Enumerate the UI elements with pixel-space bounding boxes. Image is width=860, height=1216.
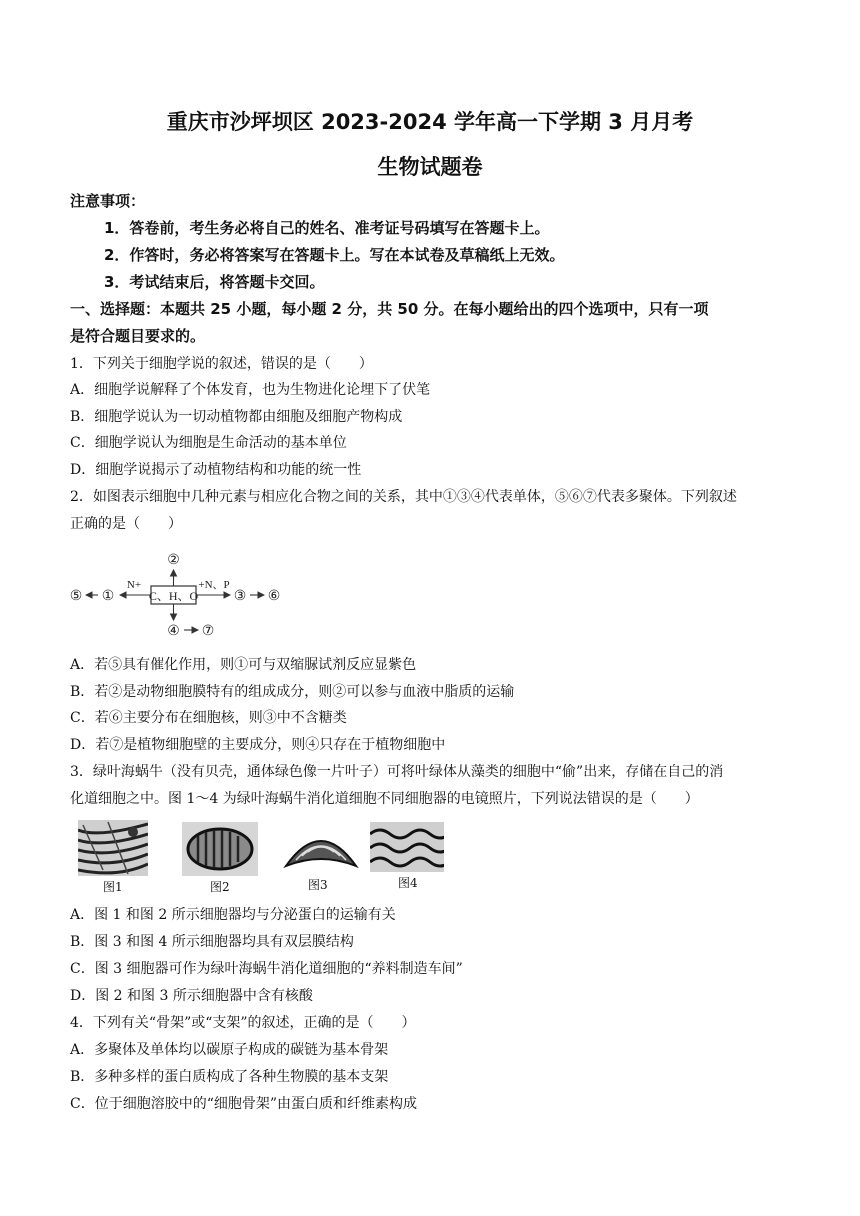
node-7: ⑦ (201, 624, 215, 639)
question-1-option-d: D．细胞学说揭示了动植物结构和功能的统一性 (70, 462, 362, 478)
question-3-option-c: C．图 3 细胞器可作为绿叶海蜗牛消化道细胞的“养料制造车间” (70, 961, 463, 977)
section-heading-line2: 是符合题目要求的。 (70, 327, 206, 345)
question-3-option-b: B．图 3 和图 4 所示细胞器均具有双层膜结构 (70, 934, 354, 950)
question-2-option-c: C．若⑥主要分布在细胞核，则③中不含糖类 (70, 710, 347, 726)
question-4-stem: 4．下列有关“骨架”或“支架”的叙述，正确的是（ ） (70, 1015, 416, 1031)
question-3-option-d: D．图 2 和图 3 所示细胞器中含有核酸 (70, 988, 313, 1004)
figure-1-label: 图1 (103, 880, 123, 894)
question-2-option-a: A．若⑤具有催化作用，则①可与双缩脲试剂反应显紫色 (70, 657, 417, 673)
question-3-stem-line1: 3．绿叶海蜗牛（没有贝壳，通体绿色像一片叶子）可将叶绿体从藻类的细胞中“偷”出来，存储在自己的消 (70, 764, 724, 780)
notice-item: 2．作答时，务必将答案写在答题卡上。写在本试卷及草稿纸上无效。 (104, 246, 565, 264)
figure-2-em-photo (182, 822, 258, 876)
section-heading-line1: 一、选择题：本题共 25 小题，每小题 2 分，共 50 分。在每小题给出的四个选项中，只有一项 (70, 300, 709, 318)
question-1-option-c: C．细胞学说认为细胞是生命活动的基本单位 (70, 435, 347, 451)
notice-heading: 注意事项： (70, 192, 146, 210)
question-2-stem-line1: 2．如图表示细胞中几种元素与相应化合物之间的关系，其中①③④代表单体，⑤⑥⑦代表多聚体。下列叙述 (70, 489, 737, 505)
question-4-option-b: B．多种多样的蛋白质构成了各种生物膜的基本支架 (70, 1069, 389, 1085)
figure-3-em-photo (282, 826, 360, 872)
exam-subtitle: 生物试题卷 (377, 155, 483, 179)
node-2: ② (167, 553, 180, 568)
figure-4-label: 图4 (398, 876, 418, 890)
node-5: ⑤ (69, 589, 83, 604)
node-1: ① (101, 589, 115, 604)
figure-3-label: 图3 (308, 878, 328, 892)
figure-1-em-photo (78, 820, 148, 876)
question-4-option-a: A．多聚体及单体均以碳原子构成的碳链为基本骨架 (70, 1042, 389, 1058)
notice-item: 1．答卷前，考生务必将自己的姓名、准考证号码填写在答题卡上。 (104, 219, 550, 237)
left-label: N+ (126, 579, 142, 591)
center-label: C、H、O (148, 589, 199, 603)
node-3: ③ (233, 589, 247, 604)
question-2-option-d: D．若⑦是植物细胞壁的主要成分，则④只存在于植物细胞中 (70, 737, 446, 753)
element-compound-diagram (64, 548, 294, 640)
question-2-stem-line2: 正确的是（ ） (70, 516, 182, 532)
node-4: ④ (167, 624, 180, 639)
right-label: +N、P (198, 579, 230, 591)
exam-title: 重庆市沙坪坝区 2023-2024 学年高一下学期 3 月月考 (166, 110, 694, 134)
figure-2-label: 图2 (210, 880, 230, 894)
question-2-option-b: B．若②是动物细胞膜特有的组成成分，则②可以参与血液中脂质的运输 (70, 684, 515, 700)
question-1-option-b: B．细胞学说认为一切动植物都由细胞及细胞产物构成 (70, 409, 403, 425)
question-3-option-a: A．图 1 和图 2 所示细胞器均与分泌蛋白的运输有关 (70, 907, 396, 923)
figure-4-em-photo (370, 822, 444, 872)
question-1-stem: 1．下列关于细胞学说的叙述，错误的是（ ） (70, 356, 373, 372)
question-4-option-c: C．位于细胞溶胶中的“细胞骨架”由蛋白质和纤维素构成 (70, 1096, 418, 1112)
question-1-option-a: A．细胞学说解释了个体发育，也为生物进化论埋下了伏笔 (70, 382, 431, 398)
question-3-stem-line2: 化道细胞之中。图 1～4 为绿叶海蜗牛消化道细胞不同细胞器的电镜照片，下列说法错误的是（ ） (70, 791, 699, 807)
node-6: ⑥ (267, 589, 281, 604)
notice-item: 3．考试结束后，将答题卡交回。 (104, 273, 325, 291)
